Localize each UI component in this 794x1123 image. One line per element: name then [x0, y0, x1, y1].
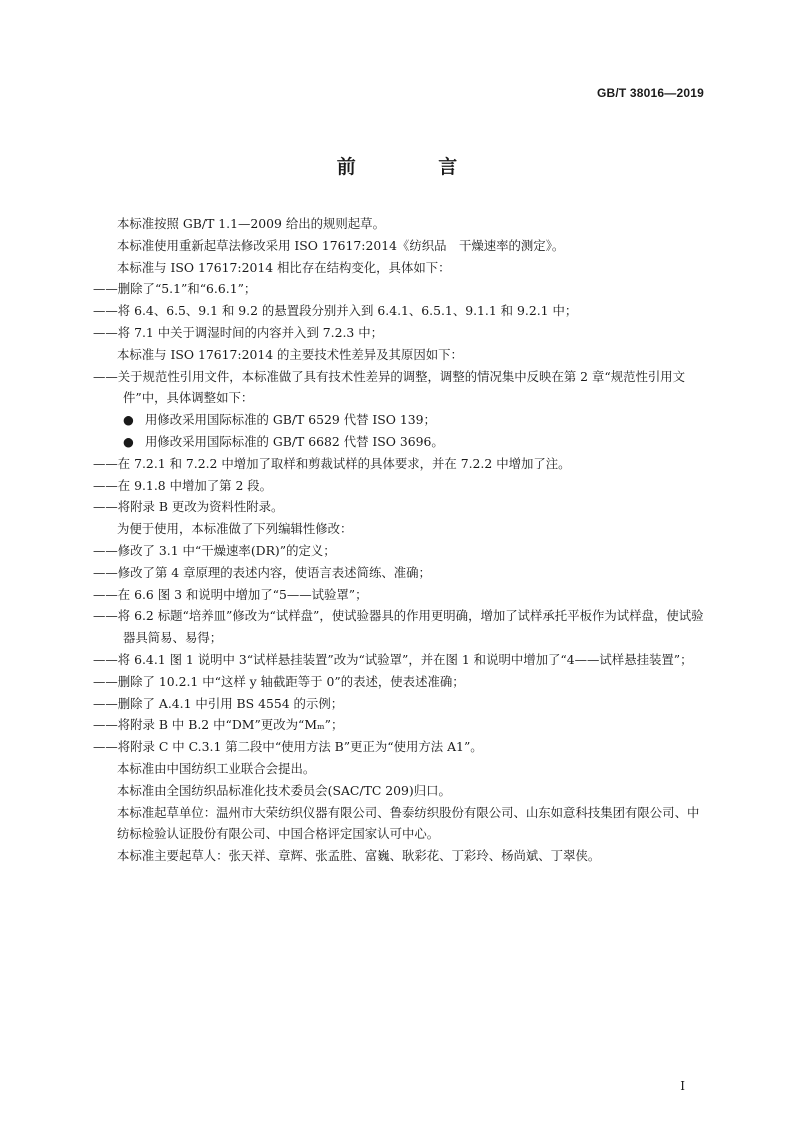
dash-item: ——将附录 C 中 C.3.1 第二段中“使用方法 B”更正为“使用方法 A1”。	[93, 739, 483, 755]
dash-item: ——在 9.1.8 中增加了第 2 段。	[93, 477, 273, 493]
bullet-icon: ●	[123, 433, 134, 449]
dash-item: ——将附录 B 中 B.2 中“DM”更改为“Mₘ”；	[93, 717, 344, 733]
page-number: I	[680, 1079, 685, 1093]
dash-item: ——修改了 3.1 中“干燥速率(DR)”的定义；	[93, 542, 336, 558]
paragraph-technical-differences: 本标准与 ISO 17617:2014 的主要技术性差异及其原因如下：	[117, 346, 463, 362]
paragraph-proposer: 本标准由中国纺织工业联合会提出。	[117, 760, 316, 776]
bullet-text: 用修改采用国际标准的 GB/T 6682 代替 ISO 3696。	[145, 433, 444, 449]
dash-item: ——在 6.6 图 3 和说明中增加了“5——试验罩”；	[93, 586, 368, 602]
page-title: 前 言	[336, 156, 496, 178]
paragraph-drafting-units: 本标准起草单位：温州市大荣纺织仪器有限公司、鲁泰纺织股份有限公司、山东如意科技集团有限公司、中纺标检验认证股份有限公司、中国合格评定国家认可中心。	[117, 804, 700, 842]
dash-item: ——删除了 10.2.1 中“这样 y 轴截距等于 0”的表述，使表述准确；	[93, 673, 465, 689]
dash-item: ——关于规范性引用文件，本标准做了具有技术性差异的调整，调整的情况集中反映在第 2 章“规范性引用文件”中，具体调整如下：	[93, 368, 686, 406]
dash-item: ——将 6.2 标题“培养皿”修改为“试样盘”，使试验器具的作用更明确，增加了试样承托平板作为试样盘，使试验器具简易、易得；	[93, 608, 704, 646]
dash-item: ——删除了“5.1”和“6.6.1”；	[93, 281, 257, 297]
dash-item: ——修改了第 4 章原理的表述内容，使语言表述简练、准确；	[93, 564, 431, 580]
dash-item: ——将附录 B 更改为资料性附录。	[93, 499, 284, 515]
paragraph-drafting-rules: 本标准按照 GB/T 1.1—2009 给出的规则起草。	[117, 216, 385, 231]
bullet-icon: ●	[123, 412, 134, 428]
bullet-text: 用修改采用国际标准的 GB/T 6529 代替 ISO 139；	[145, 412, 436, 428]
dash-item: ——在 7.2.1 和 7.2.2 中增加了取样和剪裁试样的具体要求，并在 7.2.2 中增加了注。	[93, 455, 571, 471]
dash-item: ——删除了 A.4.1 中引用 BS 4554 的示例；	[93, 695, 344, 711]
paragraph-committee: 本标准由全国纺织品标准化技术委员会(SAC/TC 209)归口。	[117, 782, 451, 798]
dash-item: ——将 6.4、6.5、9.1 和 9.2 的悬置段分别并入到 6.4.1、6.5.1、9.1.1 和 9.2.1 中；	[93, 303, 578, 319]
bullet-item	[93, 431, 707, 453]
paragraph-structure-changes: 本标准与 ISO 17617:2014 相比存在结构变化，具体如下：	[117, 259, 451, 275]
dash-item: ——将 7.1 中关于调湿时间的内容并入到 7.2.3 中；	[93, 324, 384, 340]
standard-code: GB/T 38016—2019	[596, 86, 704, 100]
paragraph-editorial-changes: 为便于使用，本标准做了下列编辑性修改：	[117, 521, 353, 537]
paragraph-drafters: 本标准主要起草人：张天祥、章辉、张孟胜、富巍、耿彩花、丁彩玲、杨尚斌、丁翠侠。	[117, 848, 601, 864]
bullet-item	[93, 409, 707, 431]
document-body	[93, 213, 707, 867]
paragraph-adoption: 本标准使用重新起草法修改采用 ISO 17617:2014《纺织品 干燥速率的测定》。	[117, 237, 565, 253]
dash-item: ——将 6.4.1 图 1 说明中 3“试样悬挂装置”改为“试验罩”，并在图 1 和说明中增加了“4——试样悬挂装置”；	[93, 651, 693, 667]
